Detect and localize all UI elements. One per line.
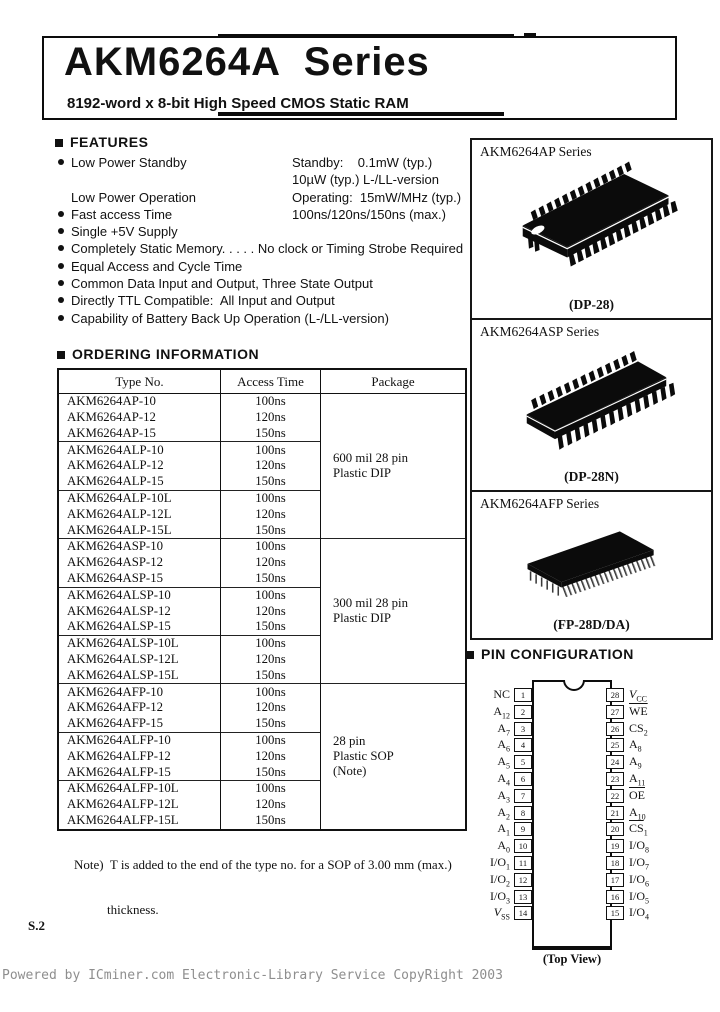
access-time-cell: 100ns: [221, 781, 321, 797]
package-view-dp28: [470, 138, 713, 320]
ordering-table: [57, 368, 467, 831]
type-no-cell: AKM6264ALSP-10L: [58, 635, 221, 651]
pin-15-label: $I/O_4$: [629, 905, 649, 922]
pin-25-label: $A_8$: [629, 737, 642, 754]
footer-text: Powered by ICminer.com Electronic-Library Service CopyRight 2003: [2, 968, 503, 983]
pin-26-box: 26: [606, 722, 624, 736]
chip-body: [532, 680, 612, 950]
pin-18-label: $I/O_7$: [629, 855, 649, 872]
feature-item: [55, 206, 495, 223]
access-time-cell: 120ns: [221, 603, 321, 619]
pin-22-label: $\overline{OE}$: [629, 787, 645, 802]
type-no-cell: AKM6264ALFP-12: [58, 749, 221, 765]
feature-item: [55, 223, 495, 240]
type-no-cell: AKM6264AP-15: [58, 426, 221, 442]
table-row: [58, 394, 466, 410]
package-cell: 600 mil 28 pin Plastic DIP: [333, 450, 409, 481]
package-name-label: (DP-28N): [564, 469, 619, 484]
feature-value: Standby: 0.1mW (typ.): [292, 155, 433, 170]
pin-6-box: 6: [514, 772, 532, 786]
package-view-fp28: [470, 490, 713, 640]
type-no-cell: AKM6264ALSP-12L: [58, 652, 221, 668]
pin-configuration-section: [466, 646, 718, 976]
features-heading-label: FEATURES: [70, 134, 149, 150]
bullet-icon: [58, 315, 64, 321]
feature-item: [55, 310, 495, 327]
access-time-cell: 100ns: [221, 684, 321, 700]
pin-1-label: NC: [493, 687, 510, 701]
pin-1-box: 1: [514, 688, 532, 702]
features-heading: [55, 134, 495, 150]
access-time-cell: 100ns: [221, 490, 321, 506]
package-series-label: AKM6264AP Series: [480, 144, 592, 159]
pin-6-label: $A_4$: [497, 771, 510, 788]
access-time-cell: 150ns: [221, 716, 321, 732]
pin-12-label: $I/O_2$: [490, 871, 510, 889]
bullet-icon: [58, 159, 64, 165]
scan-artifact: [218, 112, 504, 116]
feature-item: [55, 258, 495, 275]
title-box: [42, 36, 677, 120]
table-row: [58, 684, 466, 700]
sop-package-image: [476, 516, 709, 616]
package-view-dp28n: [470, 318, 713, 492]
access-time-cell: 150ns: [221, 571, 321, 587]
access-time-cell: 150ns: [221, 474, 321, 490]
type-no-cell: AKM6264AFP-10: [58, 684, 221, 700]
bullet-icon: [58, 280, 64, 286]
pin-24-box: 24: [606, 755, 624, 769]
type-no-cell: AKM6264AP-10: [58, 394, 221, 410]
type-no-cell: AKM6264ALP-10L: [58, 490, 221, 506]
pin-configuration-heading: [466, 646, 718, 662]
table-row: [58, 539, 466, 555]
pin-15-box: 15: [606, 906, 624, 920]
type-no-cell: AKM6264ALFP-10L: [58, 781, 221, 797]
feature-value: 10µW (typ.) L-/LL-version: [292, 172, 439, 188]
pin-27-box: 27: [606, 705, 624, 719]
access-time-cell: 120ns: [221, 797, 321, 813]
type-no-cell: AKM6264ALP-12: [58, 458, 221, 474]
access-time-cell: 100ns: [221, 442, 321, 458]
dip-package-image: [476, 342, 709, 470]
pin-13-box: 13: [514, 890, 532, 904]
access-time-cell: 120ns: [221, 555, 321, 571]
pin-configuration-heading-label: PIN CONFIGURATION: [481, 646, 634, 662]
pin-28-box: 28: [606, 688, 624, 702]
pin-20-box: 20: [606, 822, 624, 836]
pin-9-box: 9: [514, 822, 532, 836]
package-series-label: AKM6264ASP Series: [480, 324, 600, 339]
package-series-label: AKM6264AFP Series: [480, 496, 600, 511]
access-time-cell: 150ns: [221, 668, 321, 684]
access-time-cell: 120ns: [221, 507, 321, 523]
pin-20-label: $\overline{CS}_1$: [629, 821, 648, 838]
note-line: thickness.: [107, 902, 159, 917]
access-time-cell: 150ns: [221, 619, 321, 635]
package-name-label: (DP-28): [569, 297, 614, 312]
type-no-cell: AKM6264ALP-10: [58, 442, 221, 458]
feature-label: Single +5V Supply: [71, 224, 178, 240]
dip-package-image: [476, 158, 709, 294]
pin-24-label: $A_9$: [629, 754, 642, 771]
pin-19-label: $I/O_8$: [629, 838, 649, 855]
access-time-cell: 120ns: [221, 700, 321, 716]
table-note: [74, 827, 452, 947]
feature-item: [55, 292, 495, 309]
bullet-icon: [58, 245, 64, 251]
pin-4-label: $A_6$: [497, 737, 510, 754]
feature-label: Common Data Input and Output, Three State Output: [71, 276, 373, 292]
feature-item: [55, 275, 495, 292]
type-no-cell: AKM6264ALSP-10: [58, 587, 221, 603]
type-no-cell: AKM6264AFP-12: [58, 700, 221, 716]
note-line: Note) T is added to the end of the type no. for a SOP of 3.00 mm (max.): [74, 857, 452, 872]
access-time-cell: 100ns: [221, 587, 321, 603]
type-no-cell: AKM6264ALP-12L: [58, 507, 221, 523]
pin-12-box: 12: [514, 873, 532, 887]
pin-16-box: 16: [606, 890, 624, 904]
pin-28-label: $V_{CC}$: [629, 687, 648, 704]
features-section: [55, 134, 495, 327]
access-time-cell: 100ns: [221, 539, 321, 555]
type-no-cell: AKM6264ASP-15: [58, 571, 221, 587]
col-header-package: Package: [321, 369, 467, 394]
pin-10-label: $A_0$: [497, 838, 510, 855]
pin-21-box: 21: [606, 806, 624, 820]
type-no-cell: AKM6264ALSP-12: [58, 603, 221, 619]
pin-8-label: $A_2$: [497, 804, 510, 821]
feature-label: Equal Access and Cycle Time: [71, 258, 243, 274]
pin-10-box: 10: [514, 839, 532, 853]
feature-value: Operating: 15mW/MHz (typ.): [292, 189, 462, 205]
ordering-heading: [57, 346, 259, 362]
type-no-cell: AKM6264ALSP-15: [58, 619, 221, 635]
feature-label: Fast access Time: [71, 206, 173, 222]
page-number: S.2: [28, 918, 45, 933]
pin-27-label: $\overline{WE}$: [629, 703, 648, 718]
pin-2-label: $A_{12}$: [493, 703, 510, 721]
pin-23-label: $A_{11}$: [629, 771, 646, 788]
type-no-cell: AKM6264ASP-10: [58, 539, 221, 555]
scan-artifact: [218, 34, 514, 38]
feature-item: [55, 154, 495, 171]
feature-item: [55, 171, 495, 188]
access-time-cell: 120ns: [221, 749, 321, 765]
access-time-cell: 120ns: [221, 458, 321, 474]
bullet-icon: [58, 228, 64, 234]
pin-11-box: 11: [514, 856, 532, 870]
pin-5-box: 5: [514, 755, 532, 769]
feature-item: [55, 240, 495, 257]
pin-14-label: $V_{SS}$: [493, 905, 510, 922]
access-time-cell: 120ns: [221, 410, 321, 426]
access-time-cell: 120ns: [221, 652, 321, 668]
access-time-cell: 150ns: [221, 426, 321, 442]
square-bullet-icon: [466, 651, 474, 659]
type-no-cell: AKM6264ALSP-15L: [58, 668, 221, 684]
access-time-cell: 100ns: [221, 732, 321, 748]
pin-13-label: $I/O_3$: [490, 888, 510, 905]
type-no-cell: AKM6264AFP-15: [58, 716, 221, 732]
package-cell: 300 mil 28 pin Plastic DIP: [321, 539, 467, 684]
ordering-table-head: [58, 369, 466, 394]
access-time-cell: 150ns: [221, 813, 321, 830]
pin-11-label: $I/O_1$: [490, 855, 510, 872]
pin-22-box: 22: [606, 789, 624, 803]
pin-16-label: $I/O_5$: [629, 888, 649, 905]
pin-7-label: $A_3$: [497, 787, 510, 805]
ordering-table-wrap: [57, 368, 467, 831]
page-subtitle: 8192-word x 8-bit High Speed CMOS Static RAM: [67, 95, 409, 112]
type-no-cell: AKM6264ALFP-10: [58, 732, 221, 748]
access-time-cell: 100ns: [221, 635, 321, 651]
type-no-cell: AKM6264ALP-15L: [58, 522, 221, 538]
top-view-caption: (Top View): [542, 952, 602, 966]
feature-label: Low Power Operation: [71, 189, 197, 205]
ordering-table-body: [58, 394, 466, 830]
type-no-cell: AKM6264ALP-15: [58, 474, 221, 490]
pin-17-box: 17: [606, 873, 624, 887]
package-name-label: (FP-28D/DA): [553, 617, 630, 632]
pin-2-box: 2: [514, 705, 532, 719]
pin-17-label: $I/O_6$: [629, 871, 649, 889]
scan-artifact: [524, 33, 536, 36]
pin-21-label: $A_{10}$: [629, 804, 646, 821]
bullet-icon: [58, 263, 64, 269]
feature-label: Capability of Battery Back Up Operation (L-/LL-version): [71, 310, 389, 326]
feature-item: [55, 189, 495, 206]
feature-label: Low Power Standby: [71, 155, 187, 170]
page-title: AKM6264A Series: [64, 40, 430, 84]
pin-9-label: $A_1$: [497, 821, 510, 838]
package-cell: 28 pin Plastic SOP (Note): [321, 684, 467, 830]
pin-19-box: 19: [606, 839, 624, 853]
col-header-type: Type No.: [58, 369, 221, 394]
square-bullet-icon: [55, 139, 63, 147]
type-no-cell: AKM6264ALFP-12L: [58, 797, 221, 813]
pin-18-box: 18: [606, 856, 624, 870]
bullet-icon: [58, 211, 64, 217]
type-no-cell: AKM6264AP-12: [58, 410, 221, 426]
bullet-icon: [58, 297, 64, 303]
feature-label: Directly TTL Compatible: All Input and Output: [71, 293, 335, 309]
pin-7-box: 7: [514, 789, 532, 803]
type-no-cell: AKM6264ASP-12: [58, 555, 221, 571]
col-header-access-time: Access Time: [221, 369, 321, 394]
type-no-cell: AKM6264ALFP-15L: [58, 813, 221, 830]
access-time-cell: 150ns: [221, 522, 321, 538]
feature-value: 100ns/120ns/150ns (max.): [292, 206, 446, 222]
feature-label: Completely Static Memory. . . . . No clock or Timing Strobe Required: [71, 241, 464, 257]
pin-3-box: 3: [514, 722, 532, 736]
access-time-cell: 150ns: [221, 764, 321, 780]
pin-26-label: $CS_2$: [629, 720, 648, 737]
type-no-cell: AKM6264ALFP-15: [58, 764, 221, 780]
square-bullet-icon: [57, 351, 65, 359]
pin-14-box: 14: [514, 906, 532, 920]
chip-notch: [563, 680, 585, 691]
pin-4-box: 4: [514, 738, 532, 752]
pin-5-label: $A_5$: [497, 754, 510, 771]
pin-3-label: $A_7$: [497, 720, 510, 737]
access-time-cell: 100ns: [221, 394, 321, 410]
pin-8-box: 8: [514, 806, 532, 820]
features-list: [55, 154, 495, 327]
ordering-heading-label: ORDERING INFORMATION: [72, 346, 260, 362]
pin-25-box: 25: [606, 738, 624, 752]
pin-23-box: 23: [606, 772, 624, 786]
